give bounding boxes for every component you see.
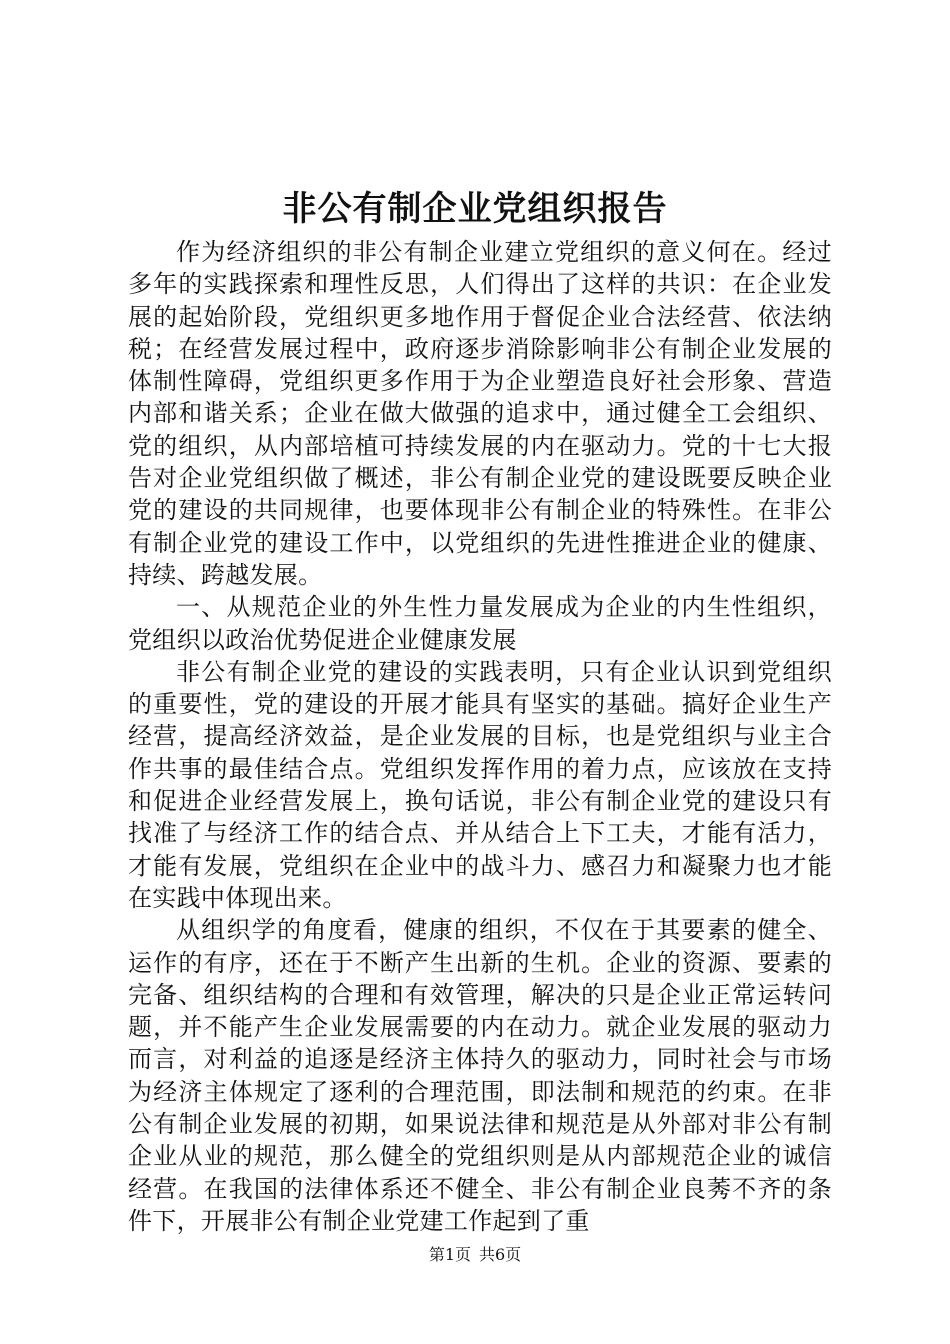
document-title: 非公有制企业党组织报告 — [282, 189, 668, 229]
section-heading-1: 一、从规范企业的外生性力量发展成为企业的内生性组织，党组织以政治优势促进企业健康发展 — [128, 593, 832, 654]
paragraph-3: 从组织学的角度看，健康的组织，不仅在于其要素的健全、运作的有序，还在于不断产生出新的生机。企业的资源、要素的完备、组织结构的合理和有效管理，解决的只是企业正常运转问题，并不能产生企业发展需要的内在动力。就企业发展的驱动力而言，对利益的追逐是经济主体持久的驱动力，同时社会与市场为经济主体规定了逐利的合理范围，即法制和规范的约束。在非公有制企业发展的初期，如果说法律和规范是从外部对非公有制企业从业的规范，那么健全的党组织则是从内部规范企业的诚信经营。在我国的法律体系还不健全、非公有制企业良莠不齐的条件下，开展非公有制企业党建工作起到了重 — [128, 916, 832, 1235]
page-number: 第1页 — [428, 1245, 471, 1264]
paragraph-1: 作为经济组织的非公有制企业建立党组织的意义何在。经过多年的实践探索和理性反思，人们得出了这样的共识：在企业发展的起始阶段，党组织更多地作用于督促企业合法经营、依法纳税；在经营发展过程中，政府逐步消除影响非公有制企业发展的体制性障碍，党组织更多作用于为企业塑造良好社会形象、营造内部和谐关系；企业在做大做强的追求中，通过健全工会组织、党的组织，从内部培植可持续发展的内在驱动力。党的十七大报告对企业党组织做了概述，非公有制企业党的建设既要反映企业党的建设的共同规律，也要体现非公有制企业的特殊性。在非公有制企业党的建设工作中，以党组织的先进性推进企业的健康、持续、跨越发展。 — [128, 238, 832, 589]
page-footer — [0, 1243, 950, 1267]
document-body — [128, 236, 832, 1237]
page-total: 共6页 — [479, 1245, 522, 1264]
paragraph-2: 非公有制企业党的建设的实践表明，只有企业认识到党组织的重要性，党的建设的开展才能具有坚实的基础。搞好企业生产经营，提高经济效益，是企业发展的目标，也是党组织与业主合作共事的最佳结合点。党组织发挥作用的着力点，应该放在支持和促进企业经营发展上，换句话说，非公有制企业党的建设只有找准了与经济工作的结合点、并从结合上下工夫，才能有活力，才能有发展，党组织在企业中的战斗力、感召力和凝聚力也才能在实践中体现出来。 — [128, 657, 832, 912]
